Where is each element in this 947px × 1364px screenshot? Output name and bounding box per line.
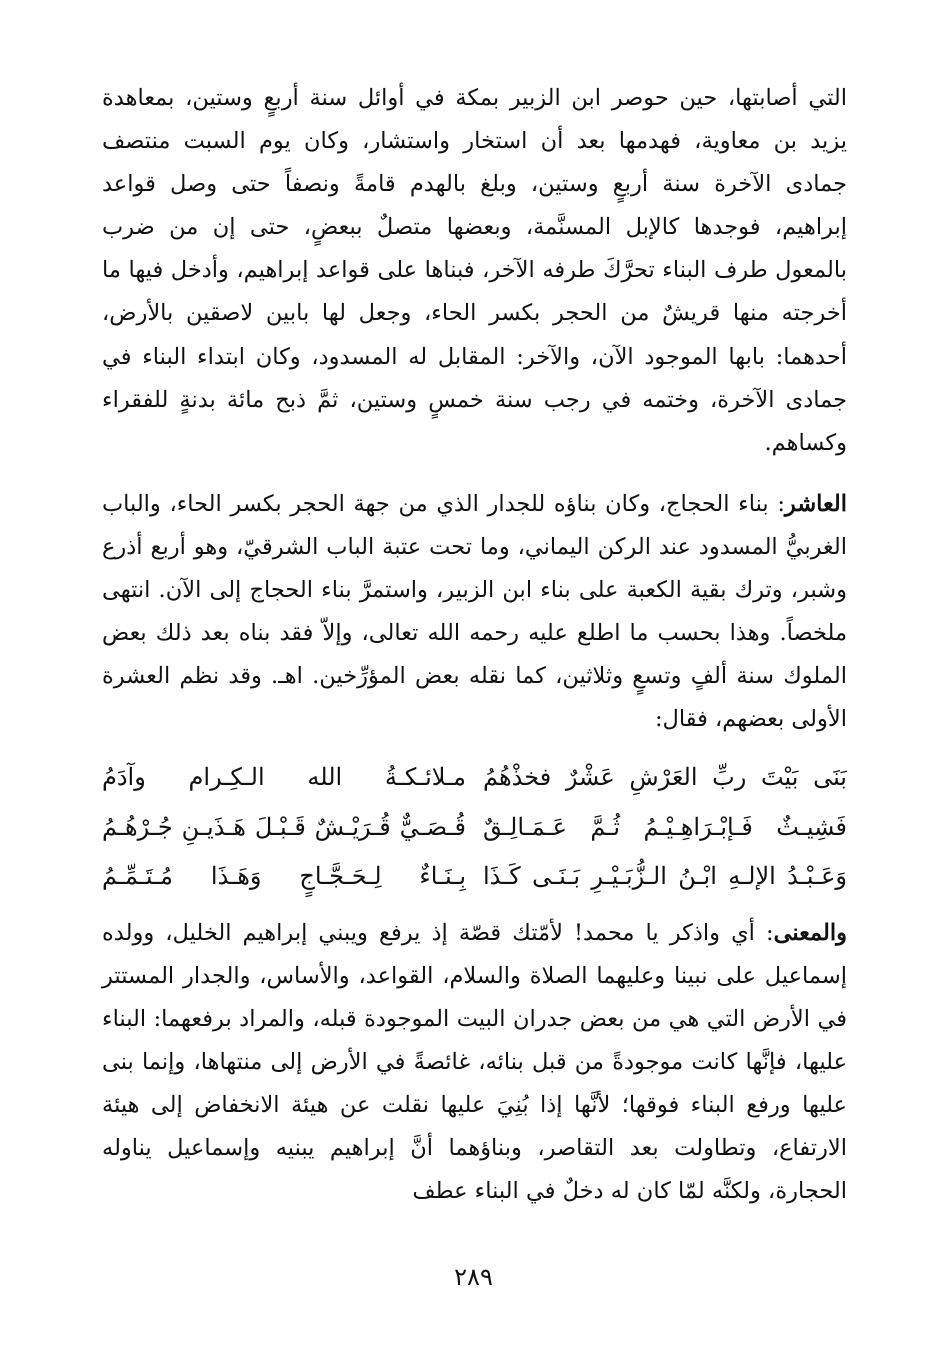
verse-second-hemistich: قُـصَـيٌّ قُـرَيْـشٌ قَـبْـلَ هَـذَيـنِ جُـرْهُـمُ: [102, 812, 466, 841]
verse-second-hemistich: بِـنَـاءٌ لِـحَـجَّـاجٍ وَهَـذَا مُـتَـمِّـمُ: [102, 862, 466, 891]
paragraph-meaning-text: : أي واذكر يا محمد! لأمّتك قصّة إذ يرفع ويبني إبراهيم الخليل، وولده إسماعيل على نبينا وعليهما الصلاة والسلام، القواعد، والأساس، والجدار المستتر في الأرض التي هي من بعض جدران البيت الموجودة قبله، والمراد برفعهما: البناء عليها، فإنَّها كانت موجودةً من قبل بنائه، غائصةً في الأرض إلى منتهاها، وإنما بنى عليها ورفع البناء فوقها؛ لأنَّها إذا بُنِيَ عليها نقلت عن هيئة الانخفاض إلى هيئة الارتفاع، وتطاولت بعد التقاصر، وبناؤهما أنَّ إبراهيم يبنيه وإسماعيل يناوله الحجارة، ولكنَّه لمّا كان له دخلٌ في البناء عطف: [102, 919, 847, 1205]
verse-first-hemistich: بَنَى بَيْتَ ربِّ العَرْشِ عَشْرٌ فخذْهُمُ: [483, 763, 847, 792]
paragraph-tenth-text: : بناء الحجاج، وكان بناؤه للجدار الذي من جهة الحجر بكسر الحاء، والباب الغربيُّ المسدود عند الركن اليماني، وما تحت عتبة الباب الشرقيّ، وهو أربع أذرع وشبر، وترك بقية الكعبة على بناء ابن الزبير، واستمرَّ بناء الحجاج إلى الآن. انتهى ملخصاً. وهذا بحسب ما اطلع عليه رحمه الله تعالى، وإلاّ فقد بناه بعد ذلك بعض الملوك سنة ألفٍ وتسعٍ وثلاثين، كما نقله بعض المؤرِّخين. اهـ. وقد نظم العشرة الأولى بعضهم، فقال:: [102, 490, 847, 733]
poem-block: [102, 753, 847, 902]
poem-verse: [102, 803, 847, 853]
poem-verse: [102, 753, 847, 803]
poem-verse: [102, 852, 847, 902]
paragraph-history-ibn-zubayr: التي أصابتها، حين حوصر ابن الزبير بمكة في أوائل سنة أربعٍ وستين، بمعاهدة يزيد بن معاوية، فهدمها بعد أن استخار واستشار، وكان يوم السبت منتصف جمادى الآخرة سنة أربعٍ وستين، وبلغ بالهدم قامةً ونصفاً حتى وصل قواعد إبراهيم، فوجدها كالإبل المسنَّمة، وبعضها متصلٌ ببعضٍ، حتى إن من ضرب بالمعول طرف البناء تحرَّكَ طرفه الآخر، فبناها على قواعد إبراهيم، وأدخل فيها ما أخرجته منها قريشٌ من الحجر بكسر الحاء، وجعل لها بابين لاصقين بالأرض، أحدهما: بابها الموجود الآن، والآخر: المقابل له المسدود، وكان ابتداء البناء في جمادى الآخرة، وختمه في رجب سنة خمسٍ وستين، ثمَّ ذبح مائة بدنةٍ للفقراء وكساهم.: [102, 85, 847, 456]
verse-first-hemistich: وَعَـبْـدُ الإلـهِ ابْـنُ الـزُّبَـيْـرِ بَـنَـى كَـذَا: [483, 862, 847, 891]
verse-first-hemistich: فَشِيـثٌ فَـإبْـرَاهِـيْـمُ ثُـمَّ عَـمَـالِـقٌ: [483, 812, 847, 841]
verse-second-hemistich: مـلائـكـةُ الله الـكِـرام وآدَمُ: [102, 763, 466, 792]
section-lead-word: والمعنى: [773, 919, 847, 946]
paragraph-meaning: [102, 912, 847, 1214]
paragraph-tenth-building: [102, 483, 847, 742]
page-number: ٢٨٩: [454, 1263, 493, 1291]
section-lead-word: العاشر: [784, 490, 847, 517]
